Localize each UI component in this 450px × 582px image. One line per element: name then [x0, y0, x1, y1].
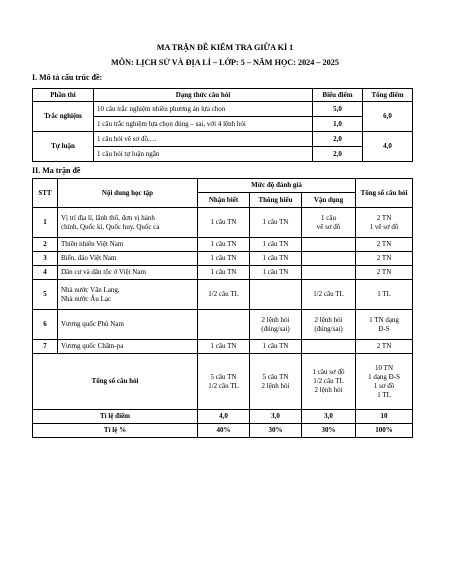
stt-cell: 6 [33, 310, 58, 340]
sum-nb [198, 354, 250, 410]
structure-table [32, 88, 413, 162]
content-cell [58, 266, 198, 280]
sum-th [250, 354, 302, 410]
vd-cell [302, 252, 356, 266]
th-cell [250, 238, 302, 252]
form-cell: 1 câu hỏi vẽ sơ đồ,… [94, 132, 313, 147]
vd-cell [302, 310, 356, 340]
content-cell [58, 238, 198, 252]
total-cell [356, 310, 413, 340]
col-header-thong-hieu: Thông hiểu [250, 193, 302, 208]
matrix-row [33, 266, 413, 280]
vd-cell [302, 280, 356, 310]
matrix-row [33, 310, 413, 340]
content-cell [58, 340, 198, 354]
th-cell [250, 252, 302, 266]
cell-line: 5 câu TN [210, 372, 237, 381]
stt-cell: 4 [33, 266, 58, 280]
cell-line: 2 TN [376, 342, 392, 350]
col-header-level: Mức độ đánh giá [198, 179, 356, 193]
content-cell [58, 310, 198, 340]
total-questions-header-text: Tổng số câu hỏi [360, 188, 408, 197]
cell-line: 1/2 câu TL [313, 290, 344, 298]
score-ratio-label: Tỉ lệ điểm [33, 410, 198, 424]
part-cell: Tự luận [33, 132, 94, 162]
content-cell [58, 208, 198, 238]
cell-line: Đ-S [378, 324, 390, 333]
percent-label: Tỉ lệ % [33, 424, 198, 438]
cell-line: 10 TN [375, 363, 394, 372]
cell-line: chính, Quốc kì, Quốc huy, Quốc ca [61, 222, 160, 231]
stt-cell: 7 [33, 340, 58, 354]
total-cell [356, 266, 413, 280]
cell-line: 1 sơ đồ [373, 381, 395, 390]
cell-line: vẽ sơ đồ [316, 222, 341, 231]
cell-line: Thiên nhiên Việt Nam [61, 240, 124, 248]
cell-line: Dân cư và dân tộc ở Việt Nam [61, 268, 146, 276]
cell-line: Nhà nước Văn Lang, [61, 285, 120, 294]
score-cell: 2,0 [313, 132, 363, 147]
cell-line: 5 câu TN [262, 372, 289, 381]
cell-line: 1 câu TN [262, 342, 289, 350]
score-cell: 2,0 [313, 147, 363, 162]
cell-line: 1 câu TN [210, 268, 237, 276]
cell-line: 1 câu [321, 213, 336, 222]
cell-line: 2 TN [376, 268, 392, 276]
matrix-body [33, 208, 413, 354]
percent-total: 100% [356, 424, 413, 438]
stt-cell: 1 [33, 208, 58, 238]
matrix-row [33, 208, 413, 238]
section-matrix-heading: II. Ma trận đề [32, 166, 81, 175]
doc-subtitle: MÔN: LỊCH SỬ VÀ ĐỊA LÍ – LỚP: 5 – NĂM HỌC: 2024 – 2025 [111, 58, 339, 67]
cell-line: 1 TN dạng [369, 315, 399, 324]
cell-line: 1 câu TN [262, 268, 289, 276]
content-cell [58, 280, 198, 310]
th-cell [250, 310, 302, 340]
vd-cell [302, 238, 356, 252]
total-cell: 4,0 [363, 132, 413, 162]
total-cell [356, 208, 413, 238]
percent-nb: 40% [198, 424, 250, 438]
form-cell: 1 câu trắc nghiệm lựa chọn đúng – sai, với 4 lệnh hỏi [94, 117, 313, 132]
stt-cell: 3 [33, 252, 58, 266]
cell-line: Vị trí địa lí, lãnh thổ, đơn vị hành [61, 213, 155, 222]
cell-line: 1 câu TN [210, 218, 237, 226]
th-cell [250, 340, 302, 354]
col-header-van-dung: Vận dụng [302, 193, 356, 208]
cell-line: Vương quốc Chăm-pa [61, 342, 124, 350]
col-header-form: Dạng thức câu hỏi [94, 89, 313, 102]
cell-line: 1 câu sơ đồ [312, 368, 345, 376]
cell-line: 2 TN [376, 254, 392, 262]
score-cell: 5,0 [313, 102, 363, 117]
matrix-row [33, 280, 413, 310]
cell-line: 2 lệnh hỏi [261, 381, 290, 390]
cell-line: 2 TN [376, 240, 392, 248]
nb-cell [198, 340, 250, 354]
col-header-stt: STT [33, 179, 58, 208]
cell-line: 1/2 câu TL [208, 290, 239, 298]
cell-line: Vương quốc Phù Nam [61, 320, 124, 328]
matrix-row [33, 252, 413, 266]
cell-line: 2 lệnh hỏi [261, 315, 290, 324]
nb-cell [198, 310, 250, 340]
cell-line: Nhà nước Âu Lạc [61, 294, 112, 303]
col-header-nhan-biet: Nhận biết [198, 193, 250, 208]
cell-line: 1 câu TN [210, 342, 237, 350]
th-cell [250, 280, 302, 310]
cell-line: 1/2 câu TL [313, 377, 344, 385]
nb-cell [198, 280, 250, 310]
total-cell [356, 238, 413, 252]
nb-cell [198, 208, 250, 238]
th-cell [250, 266, 302, 280]
doc-title: MA TRẬN ĐỀ KIỂM TRA GIỮA KÌ 1 [156, 43, 294, 52]
sum-vd [302, 354, 356, 410]
matrix-row [33, 238, 413, 252]
th-cell [250, 208, 302, 238]
nb-cell [198, 252, 250, 266]
cell-line: 1/2 câu TL [208, 381, 239, 390]
cell-line: (đúng/sai) [261, 324, 290, 333]
section-structure-heading: I. Mô tả cấu trúc đề: [32, 73, 103, 82]
col-header-total-questions [356, 179, 413, 208]
col-header-total: Tổng điểm [363, 89, 413, 102]
stt-cell: 5 [33, 280, 58, 310]
total-cell [356, 280, 413, 310]
cell-line: 1 câu TN [262, 240, 289, 248]
percent-vd: 30% [302, 424, 356, 438]
cell-line: 2 lệnh hỏi [314, 315, 343, 324]
matrix-row [33, 340, 413, 354]
form-cell: 1 câu hỏi tự luận ngắn [94, 147, 313, 162]
cell-line: (đúng/sai) [314, 324, 343, 333]
cell-line: 2 TN [376, 213, 392, 222]
score-vd: 3,0 [302, 410, 356, 424]
total-cell: 6,0 [363, 102, 413, 132]
total-cell [356, 252, 413, 266]
col-header-score: Biểu điểm [313, 89, 363, 102]
nb-cell [198, 266, 250, 280]
sum-label: Tổng số câu hỏi [33, 354, 198, 410]
cell-line: 1 TL [377, 390, 391, 399]
cell-line: 1 TL [377, 290, 391, 298]
score-th: 3,0 [250, 410, 302, 424]
part-cell: Trắc nghiệm [33, 102, 94, 132]
cell-line: 1 câu TN [210, 254, 237, 262]
total-cell [356, 340, 413, 354]
sum-total [356, 354, 413, 410]
cell-line: 1 dạng Đ-S [368, 372, 400, 381]
nb-cell [198, 238, 250, 252]
col-header-content: Nội dung học tập [58, 179, 198, 208]
percent-th: 30% [250, 424, 302, 438]
cell-line: 1 vẽ sơ đồ [369, 222, 399, 231]
cell-line: Biển, đảo Việt Nam [61, 254, 117, 262]
cell-line: 2 lệnh hỏi [314, 386, 343, 394]
score-total: 10 [356, 410, 413, 424]
vd-cell [302, 266, 356, 280]
col-header-part: Phần thi [33, 89, 94, 102]
stt-cell: 2 [33, 238, 58, 252]
score-nb: 4,0 [198, 410, 250, 424]
content-cell [58, 252, 198, 266]
form-cell: 10 câu trắc nghiệm nhiều phương án lựa chọn [94, 102, 313, 117]
cell-line: 1 câu TN [262, 218, 289, 226]
matrix-table [32, 178, 413, 438]
vd-cell [302, 340, 356, 354]
cell-line: 1 câu TN [262, 254, 289, 262]
cell-line: 1 câu TN [210, 240, 237, 248]
vd-cell [302, 208, 356, 238]
score-cell: 1,0 [313, 117, 363, 132]
